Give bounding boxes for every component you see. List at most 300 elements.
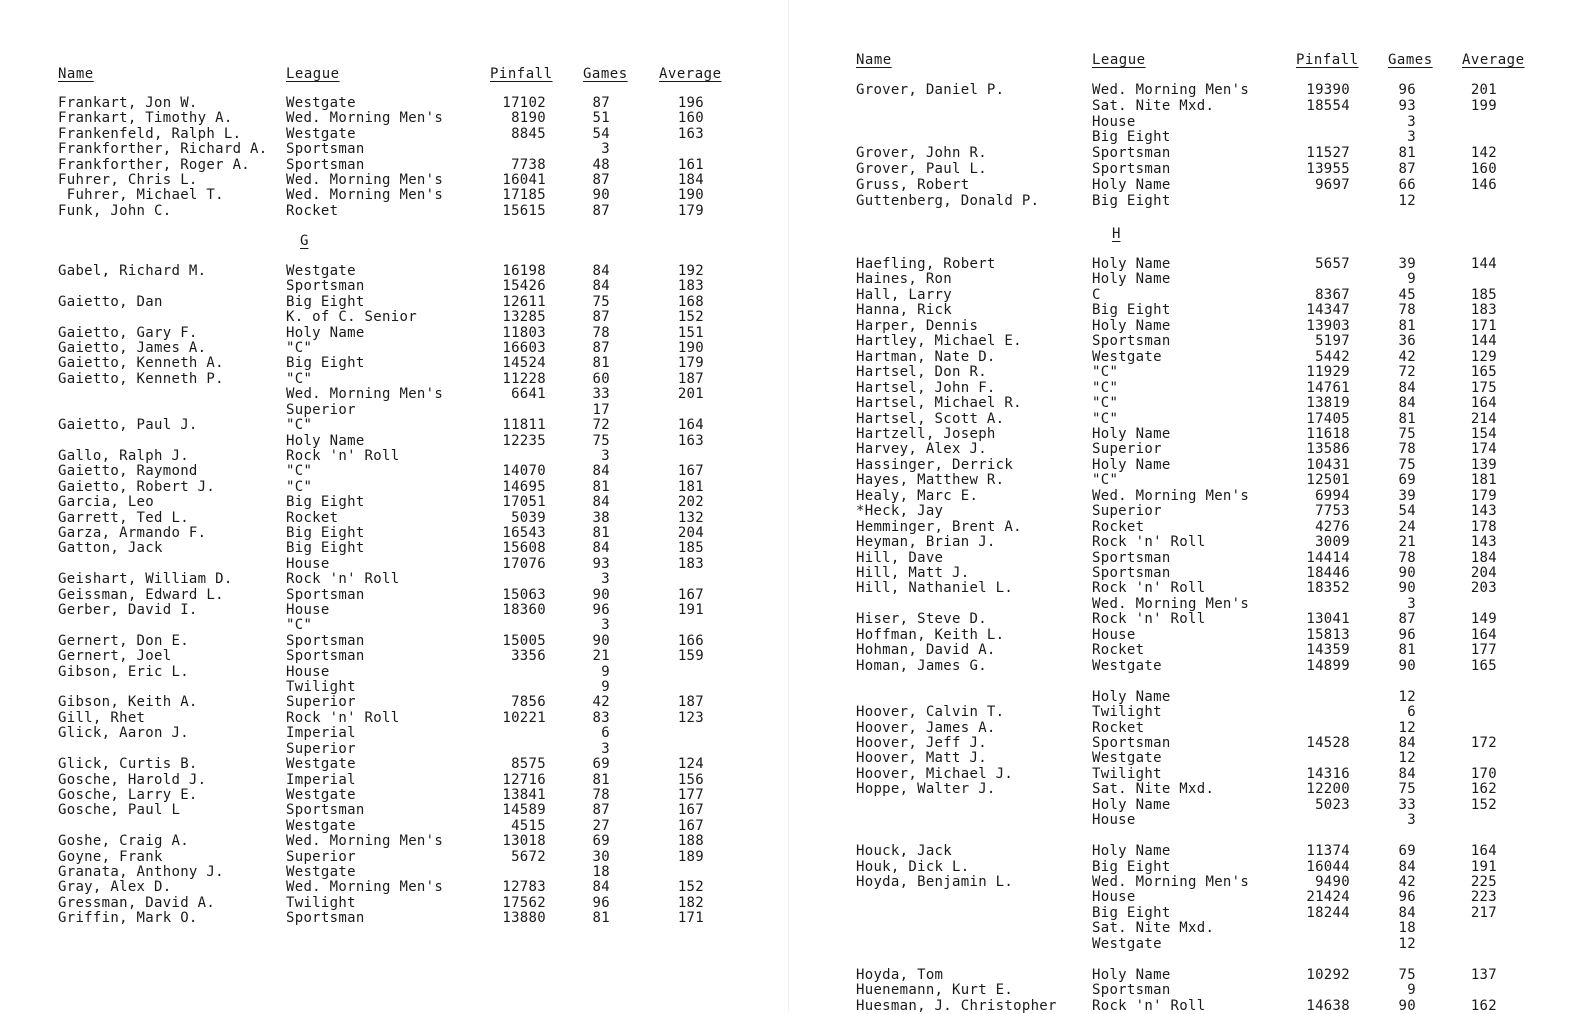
games-value: 87 bbox=[1398, 161, 1416, 177]
games-value: 75 bbox=[592, 432, 610, 449]
pinfall-value: 7856 bbox=[511, 694, 546, 711]
pinfall-value: 8575 bbox=[511, 756, 546, 773]
pinfall-value: 14695 bbox=[502, 478, 546, 495]
average-value: 223 bbox=[1470, 889, 1497, 906]
average-value: 181 bbox=[1470, 472, 1497, 489]
average-value: 143 bbox=[1470, 503, 1497, 520]
games-value: 78 bbox=[1398, 302, 1416, 319]
average-value: 179 bbox=[677, 355, 704, 372]
table-row bbox=[0, 725, 790, 741]
table-row bbox=[0, 556, 790, 572]
average-value: 152 bbox=[677, 879, 704, 896]
league-name: Big Eight bbox=[1092, 192, 1171, 209]
player-name: Guttenberg, Donald P. bbox=[856, 192, 1040, 209]
league-name: "C" bbox=[1092, 379, 1119, 396]
league-name: Sportsman bbox=[1092, 161, 1171, 177]
league-name: Wed. Morning Men's bbox=[1092, 82, 1250, 98]
games-value: 17 bbox=[592, 401, 610, 418]
average-value: 164 bbox=[1470, 626, 1497, 643]
average-value: 124 bbox=[677, 756, 704, 773]
player-name: Hoover, Calvin T. bbox=[856, 704, 1005, 721]
games-value: 78 bbox=[1398, 549, 1416, 566]
pinfall-value: 13586 bbox=[1306, 441, 1350, 458]
average-value: 167 bbox=[677, 586, 704, 603]
games-value: 27 bbox=[592, 817, 610, 834]
table-row bbox=[0, 371, 790, 387]
games-value: 18 bbox=[1398, 920, 1416, 937]
pinfall-value: 6641 bbox=[511, 386, 546, 403]
pinfall-value: 16044 bbox=[1306, 858, 1350, 875]
average-value: 164 bbox=[677, 417, 704, 434]
average-value: 187 bbox=[677, 370, 704, 387]
player-name: Frankforther, Roger A. bbox=[58, 156, 251, 173]
games-value: 84 bbox=[592, 879, 610, 896]
table-row bbox=[0, 157, 790, 173]
player-name: Gallo, Ralph J. bbox=[58, 447, 189, 464]
pinfall-value: 14414 bbox=[1306, 549, 1350, 566]
average-value: 174 bbox=[1470, 441, 1497, 458]
table-row bbox=[790, 287, 1596, 303]
games-value: 90 bbox=[1398, 657, 1416, 674]
league-name: Westgate bbox=[1092, 935, 1162, 952]
league-name: Westgate bbox=[286, 95, 356, 111]
league-name: Holy Name bbox=[1092, 317, 1171, 334]
pinfall-value: 3009 bbox=[1315, 534, 1350, 551]
average-value: 185 bbox=[677, 540, 704, 557]
league-name: Big Eight bbox=[1092, 904, 1171, 921]
player-name: Garcia, Leo bbox=[58, 494, 155, 511]
games-value: 3 bbox=[1407, 595, 1416, 612]
league-name: Wed. Morning Men's bbox=[1092, 595, 1250, 612]
average-value: 162 bbox=[1470, 997, 1497, 1014]
player-name: Heyman, Brian J. bbox=[856, 534, 996, 551]
player-name: Haines, Ron bbox=[856, 271, 953, 288]
games-value: 84 bbox=[592, 278, 610, 295]
league-name: Wed. Morning Men's bbox=[286, 110, 444, 127]
player-name: Gatton, Jack bbox=[58, 540, 163, 557]
average-value: 179 bbox=[677, 202, 704, 219]
table-row bbox=[790, 114, 1596, 130]
table-row bbox=[790, 426, 1596, 442]
league-name: Wed. Morning Men's bbox=[286, 187, 444, 204]
player-name: Gaietto, Paul J. bbox=[58, 417, 198, 434]
player-name: Hoppe, Walter J. bbox=[856, 781, 996, 798]
games-value: 69 bbox=[1398, 472, 1416, 489]
games-value: 12 bbox=[1398, 719, 1416, 736]
table-row bbox=[0, 187, 790, 203]
pinfall-value: 15426 bbox=[502, 278, 546, 295]
league-name: Sportsman bbox=[286, 632, 365, 649]
league-name: Rocket bbox=[286, 509, 339, 526]
average-value: 183 bbox=[677, 555, 704, 572]
league-name: Big Eight bbox=[1092, 129, 1171, 146]
league-name: Superior bbox=[1092, 441, 1162, 458]
games-value: 78 bbox=[592, 324, 610, 341]
games-value: 83 bbox=[592, 709, 610, 726]
player-name: Glick, Curtis B. bbox=[58, 756, 198, 773]
pinfall-value: 11228 bbox=[502, 370, 546, 387]
pinfall-value: 13955 bbox=[1306, 161, 1350, 177]
league-name: Sat. Nite Mxd. bbox=[1092, 781, 1215, 798]
league-name: Sportsman bbox=[286, 156, 365, 173]
games-value: 18 bbox=[592, 863, 610, 880]
average-value: 144 bbox=[1470, 333, 1497, 350]
average-value: 165 bbox=[1470, 364, 1497, 381]
games-value: 93 bbox=[592, 555, 610, 572]
games-value: 90 bbox=[592, 632, 610, 649]
games-value: 87 bbox=[592, 309, 610, 326]
table-row bbox=[790, 161, 1596, 177]
league-name: "C" bbox=[286, 478, 313, 495]
player-name: Garza, Armando F. bbox=[58, 524, 207, 541]
player-name: Goyne, Frank bbox=[58, 848, 163, 865]
games-value: 84 bbox=[592, 540, 610, 557]
average-value: 177 bbox=[677, 786, 704, 803]
table-row bbox=[790, 704, 1596, 720]
table-row bbox=[0, 818, 790, 834]
pinfall-value: 11374 bbox=[1306, 843, 1350, 860]
table-row bbox=[0, 833, 790, 849]
pinfall-value: 15813 bbox=[1306, 626, 1350, 643]
average-value: 172 bbox=[1470, 734, 1497, 751]
table-row bbox=[790, 859, 1596, 875]
average-value: 146 bbox=[1470, 176, 1497, 193]
table-row bbox=[0, 540, 790, 556]
games-value: 3 bbox=[601, 740, 610, 757]
league-name: Imperial bbox=[286, 771, 356, 788]
table-row bbox=[790, 145, 1596, 161]
table-row bbox=[0, 494, 790, 510]
table-row bbox=[790, 580, 1596, 596]
table-row bbox=[790, 488, 1596, 504]
average-value: 204 bbox=[1470, 565, 1497, 581]
player-name: Frankart, Jon W. bbox=[58, 95, 198, 111]
table-row bbox=[790, 905, 1596, 921]
league-name: Holy Name bbox=[1092, 688, 1171, 705]
games-value: 60 bbox=[592, 370, 610, 387]
league-name: K. of C. Senior bbox=[286, 309, 417, 326]
player-name: Gaietto, Kenneth A. bbox=[58, 355, 224, 372]
player-name: Fuhrer, Michael T. bbox=[58, 187, 224, 204]
games-value: 69 bbox=[1398, 843, 1416, 860]
player-name: Houck, Jack bbox=[856, 843, 953, 860]
table-row bbox=[790, 441, 1596, 457]
pinfall-value: 5657 bbox=[1315, 256, 1350, 272]
average-value: 156 bbox=[677, 771, 704, 788]
pinfall-value: 17102 bbox=[502, 95, 546, 111]
average-value: 167 bbox=[677, 802, 704, 819]
table-row bbox=[0, 910, 790, 926]
table-row bbox=[790, 177, 1596, 193]
table-row bbox=[0, 463, 790, 479]
left-page bbox=[0, 0, 790, 1012]
average-value: 214 bbox=[1470, 410, 1497, 427]
league-name: House bbox=[286, 555, 330, 572]
player-name: Granata, Anthony J. bbox=[58, 863, 224, 880]
games-value: 78 bbox=[592, 786, 610, 803]
player-name: Goshe, Craig A. bbox=[58, 833, 189, 850]
league-name: Twilight bbox=[286, 679, 356, 696]
player-name: Hartsel, Michael R. bbox=[856, 395, 1022, 412]
pinfall-value: 9697 bbox=[1315, 176, 1350, 193]
pinfall-value: 18352 bbox=[1306, 580, 1350, 597]
pinfall-value: 14528 bbox=[1306, 734, 1350, 751]
player-name: Hartley, Michael E. bbox=[856, 333, 1022, 350]
average-value: 160 bbox=[677, 110, 704, 127]
games-value: 24 bbox=[1398, 518, 1416, 535]
average-value: 196 bbox=[677, 95, 704, 111]
games-value: 90 bbox=[592, 586, 610, 603]
games-value: 9 bbox=[601, 679, 610, 696]
games-value: 75 bbox=[1398, 966, 1416, 983]
table-row bbox=[790, 611, 1596, 627]
table-row bbox=[0, 787, 790, 803]
pinfall-value: 17051 bbox=[502, 494, 546, 511]
average-value: 137 bbox=[1470, 966, 1497, 983]
average-value: 164 bbox=[1470, 395, 1497, 412]
table-row bbox=[790, 689, 1596, 705]
table-row bbox=[790, 349, 1596, 365]
player-name: Huenemann, Kurt E. bbox=[856, 982, 1014, 999]
average-value: 201 bbox=[1470, 82, 1497, 98]
pinfall-value: 14359 bbox=[1306, 642, 1350, 659]
player-name: Hanna, Rick bbox=[856, 302, 953, 319]
table-row bbox=[0, 278, 790, 294]
table-row bbox=[0, 141, 790, 157]
table-row bbox=[0, 95, 790, 111]
league-name: Rock 'n' Roll bbox=[1092, 580, 1206, 597]
league-name: "C" bbox=[1092, 472, 1119, 489]
player-name: Hoffman, Keith L. bbox=[856, 626, 1005, 643]
league-name: Westgate bbox=[286, 786, 356, 803]
pinfall-value: 10431 bbox=[1306, 456, 1350, 473]
games-value: 36 bbox=[1398, 333, 1416, 350]
average-value: 183 bbox=[1470, 302, 1497, 319]
games-value: 3 bbox=[601, 571, 610, 588]
league-name: Holy Name bbox=[286, 324, 365, 341]
league-name: Rocket bbox=[1092, 518, 1145, 535]
table-row bbox=[790, 766, 1596, 782]
league-name: Big Eight bbox=[1092, 858, 1171, 875]
table-row bbox=[790, 302, 1596, 318]
league-name: Rock 'n' Roll bbox=[286, 709, 400, 726]
pinfall-value: 10221 bbox=[502, 709, 546, 726]
league-name: Westgate bbox=[286, 863, 356, 880]
league-name: Rock 'n' Roll bbox=[1092, 534, 1206, 551]
table-row bbox=[0, 617, 790, 633]
player-name: Grover, Daniel P. bbox=[856, 82, 1005, 98]
average-value: 182 bbox=[677, 894, 704, 911]
player-name: Gaietto, Robert J. bbox=[58, 478, 216, 495]
games-value: 48 bbox=[592, 156, 610, 173]
games-value: 12 bbox=[1398, 935, 1416, 952]
pinfall-value: 12611 bbox=[502, 293, 546, 310]
league-name: Big Eight bbox=[286, 355, 365, 372]
average-value: 152 bbox=[677, 309, 704, 326]
games-value: 72 bbox=[592, 417, 610, 434]
games-value: 33 bbox=[592, 386, 610, 403]
league-name: Westgate bbox=[286, 756, 356, 773]
header-games: Games bbox=[583, 66, 628, 82]
table-row bbox=[790, 534, 1596, 550]
games-value: 66 bbox=[1398, 176, 1416, 193]
pinfall-value: 21424 bbox=[1306, 889, 1350, 906]
pinfall-value: 17076 bbox=[502, 555, 546, 572]
pinfall-value: 5672 bbox=[511, 848, 546, 865]
league-name: Westgate bbox=[1092, 348, 1162, 365]
pinfall-value: 14070 bbox=[502, 463, 546, 480]
pinfall-value: 15063 bbox=[502, 586, 546, 603]
average-value: 185 bbox=[1470, 286, 1497, 303]
pinfall-value: 18244 bbox=[1306, 904, 1350, 921]
player-name: Hill, Matt J. bbox=[856, 565, 970, 581]
table-row bbox=[790, 503, 1596, 519]
pinfall-value: 11811 bbox=[502, 417, 546, 434]
player-name: Gaietto, Dan bbox=[58, 293, 163, 310]
player-name: Harvey, Alex J. bbox=[856, 441, 987, 458]
table-row bbox=[790, 364, 1596, 380]
games-value: 81 bbox=[1398, 317, 1416, 334]
pinfall-value: 9490 bbox=[1315, 874, 1350, 890]
games-value: 87 bbox=[592, 172, 610, 188]
table-row bbox=[0, 402, 790, 418]
player-name: Harper, Dennis bbox=[856, 317, 979, 334]
games-value: 45 bbox=[1398, 286, 1416, 303]
pinfall-value: 13903 bbox=[1306, 317, 1350, 334]
games-value: 87 bbox=[592, 340, 610, 357]
average-value: 160 bbox=[1470, 161, 1497, 177]
average-value: 201 bbox=[677, 386, 704, 403]
league-name: "C" bbox=[286, 463, 313, 480]
league-name: "C" bbox=[286, 617, 313, 634]
player-name: Hohman, David A. bbox=[856, 642, 996, 659]
header-pinfall: Pinfall bbox=[1296, 52, 1359, 68]
league-name: C bbox=[1092, 286, 1101, 303]
player-name: Hoyda, Benjamin L. bbox=[856, 874, 1014, 890]
player-name: Gernert, Don E. bbox=[58, 632, 189, 649]
average-value: 167 bbox=[677, 463, 704, 480]
league-name: Superior bbox=[286, 848, 356, 865]
pinfall-value: 18446 bbox=[1306, 565, 1350, 581]
header-pinfall: Pinfall bbox=[490, 66, 553, 82]
pinfall-value: 15608 bbox=[502, 540, 546, 557]
player-name: Gosche, Paul L bbox=[58, 802, 181, 819]
games-value: 93 bbox=[1398, 97, 1416, 114]
pinfall-value: 10292 bbox=[1306, 966, 1350, 983]
league-name: Holy Name bbox=[1092, 843, 1171, 860]
average-value: 202 bbox=[677, 494, 704, 511]
average-value: 161 bbox=[677, 156, 704, 173]
average-value: 164 bbox=[1470, 843, 1497, 860]
table-row bbox=[790, 519, 1596, 535]
league-name: Twilight bbox=[286, 894, 356, 911]
league-name: Holy Name bbox=[1092, 176, 1171, 193]
player-name: Gibson, Eric L. bbox=[58, 663, 189, 680]
player-name: Hartsel, John F. bbox=[856, 379, 996, 396]
table-row bbox=[790, 82, 1596, 98]
average-value: 132 bbox=[677, 509, 704, 526]
league-name: Big Eight bbox=[286, 540, 365, 557]
table-row bbox=[790, 550, 1596, 566]
table-row bbox=[790, 411, 1596, 427]
pinfall-value: 15615 bbox=[502, 202, 546, 219]
player-name: Geissman, Edward L. bbox=[58, 586, 224, 603]
average-value: 165 bbox=[1470, 657, 1497, 674]
average-value: 123 bbox=[677, 709, 704, 726]
table-row bbox=[790, 271, 1596, 287]
player-name: Gaietto, Gary F. bbox=[58, 324, 198, 341]
table-row bbox=[0, 172, 790, 188]
average-value: 163 bbox=[677, 125, 704, 142]
games-value: 21 bbox=[1398, 534, 1416, 551]
games-value: 81 bbox=[1398, 410, 1416, 427]
player-name: Hartsel, Scott A. bbox=[856, 410, 1005, 427]
player-name: Geishart, William D. bbox=[58, 571, 233, 588]
pinfall-value: 7738 bbox=[511, 156, 546, 173]
table-row bbox=[790, 596, 1596, 612]
league-name: Sportsman bbox=[1092, 549, 1171, 566]
games-value: 42 bbox=[1398, 348, 1416, 365]
league-name: Rock 'n' Roll bbox=[1092, 997, 1206, 1014]
average-value: 179 bbox=[1470, 487, 1497, 504]
table-row bbox=[0, 110, 790, 126]
header-name: Name bbox=[856, 52, 892, 68]
player-name: Gill, Rhet bbox=[58, 709, 146, 726]
league-name: Sat. Nite Mxd. bbox=[1092, 97, 1215, 114]
games-value: 87 bbox=[592, 95, 610, 111]
league-name: House bbox=[1092, 889, 1136, 906]
league-name: Imperial bbox=[286, 725, 356, 742]
pinfall-value: 11527 bbox=[1306, 145, 1350, 162]
league-name: Sportsman bbox=[1092, 565, 1171, 581]
table-row bbox=[0, 602, 790, 618]
average-value: 187 bbox=[677, 694, 704, 711]
player-name: Gosche, Harold J. bbox=[58, 771, 207, 788]
player-name: Gruss, Robert bbox=[856, 176, 970, 193]
player-name: Hoover, Jeff J. bbox=[856, 734, 987, 751]
games-value: 42 bbox=[1398, 874, 1416, 890]
league-name: "C" bbox=[286, 340, 313, 357]
league-name: Rocket bbox=[1092, 719, 1145, 736]
league-name: Sportsman bbox=[1092, 145, 1171, 162]
games-value: 90 bbox=[1398, 580, 1416, 597]
league-name: "C" bbox=[286, 417, 313, 434]
pinfall-value: 17185 bbox=[502, 187, 546, 204]
league-name: Big Eight bbox=[286, 524, 365, 541]
average-value: 199 bbox=[1470, 97, 1497, 114]
games-value: 96 bbox=[1398, 626, 1416, 643]
pinfall-value: 12783 bbox=[502, 879, 546, 896]
pinfall-value: 8190 bbox=[511, 110, 546, 127]
games-value: 42 bbox=[592, 694, 610, 711]
table-row bbox=[790, 457, 1596, 473]
league-name: Sportsman bbox=[286, 141, 365, 158]
league-name: Superior bbox=[286, 401, 356, 418]
table-row bbox=[0, 756, 790, 772]
league-name: Sportsman bbox=[286, 802, 365, 819]
average-value: 142 bbox=[1470, 145, 1497, 162]
games-value: 87 bbox=[592, 802, 610, 819]
games-value: 84 bbox=[1398, 765, 1416, 782]
average-value: 178 bbox=[1470, 518, 1497, 535]
league-name: Westgate bbox=[286, 263, 356, 279]
pinfall-value: 13018 bbox=[502, 833, 546, 850]
player-name: Gerber, David I. bbox=[58, 602, 198, 619]
games-value: 96 bbox=[1398, 889, 1416, 906]
table-row bbox=[0, 126, 790, 142]
table-row bbox=[0, 294, 790, 310]
games-value: 3 bbox=[601, 141, 610, 158]
